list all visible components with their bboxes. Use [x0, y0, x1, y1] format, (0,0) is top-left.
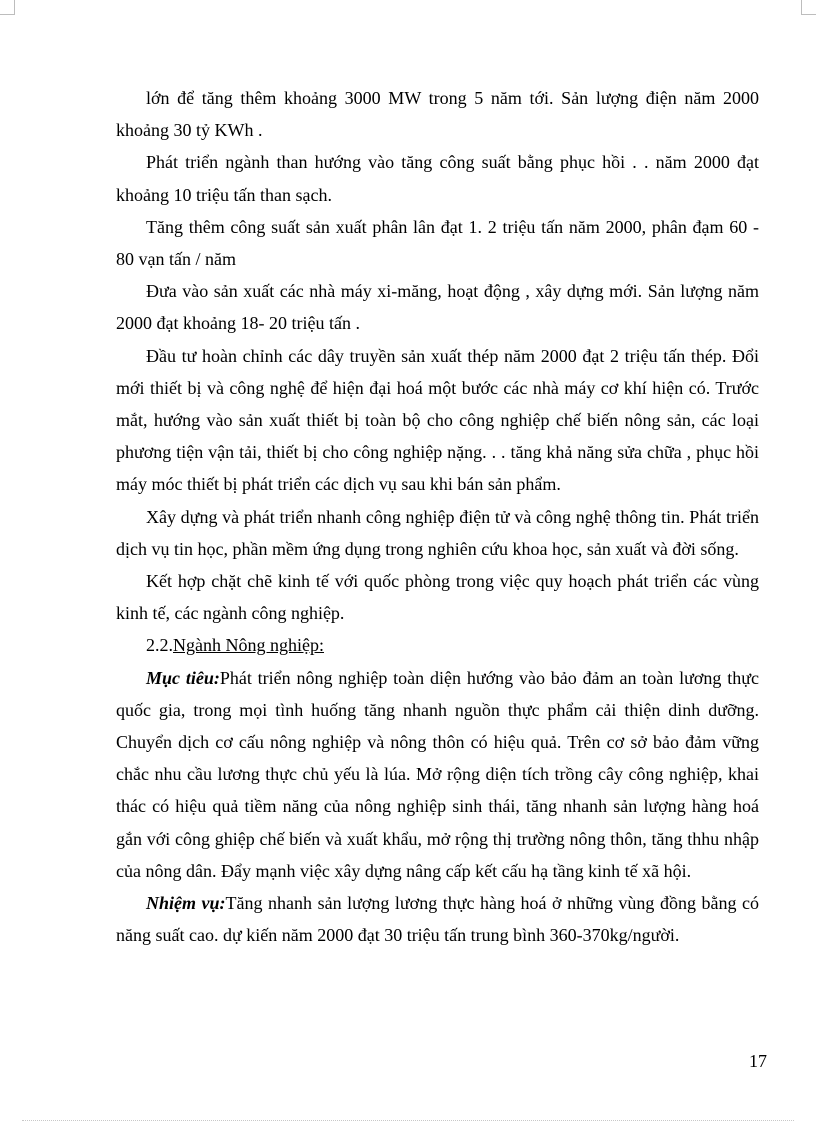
section-number: 2.2.: [146, 635, 173, 656]
paragraph-tasks: [116, 887, 759, 951]
paragraph-economy-defense: Kết hợp chặt chẽ kinh tế với quốc phòng trong việc quy hoạch phát triển các vùng kinh tế, các ngành công nghiệp.: [116, 571, 759, 624]
paragraph-electronics-it: Xây dựng và phát triển nhanh công nghiệp điện tử và công nghệ thông tin. Phát triển dịch vụ tin học, phần mềm ứng dụng trong nghiên cứu khoa học, sản xuất và đời sống.: [116, 506, 759, 559]
footer-divider: [22, 1120, 794, 1121]
paragraph-fertilizer: Tăng thêm công suất sản xuất phân lân đạt 1. 2 triệu tấn năm 2000, phân đạm 60 - 80 vạn tấn / năm: [116, 216, 759, 270]
paragraph-cement: Đưa vào sản xuất các nhà máy xi-măng, hoạt động , xây dựng mới. Sản lượng năm 2000 đạt khoảng 18- 20 triệu tấn .: [116, 281, 759, 334]
tasks-label: Nhiệm vụ:: [146, 893, 226, 914]
section-title: Ngành Nông nghiệp:: [173, 635, 324, 656]
paragraph-steel-machinery: Đầu tư hoàn chỉnh các dây truyền sản xuất thép năm 2000 đạt 2 triệu tấn thép. Đổi mới thiết bị và công nghệ để hiện đại hoá một bước các nhà máy cơ khí hiện có. Trước mắt, hướng vào sản xuất thiết bị toàn bộ cho công nghiệp chế biến nông sản, các loại phương tiện vận tải, thiết bị cho công nghiệp nặng. . . tăng khả năng sửa chữa , phục hồi máy móc thiết bị phát triển các dịch vụ sau khi bán sản phẩm.: [116, 345, 759, 495]
document-body: [116, 82, 759, 951]
page-number: 17: [749, 1051, 767, 1071]
crop-mark-top-right: [801, 0, 816, 15]
goals-text: Phát triển nông nghiệp toàn diện hướng vào bảo đảm an toàn lương thực quốc gia, trong mọi tình huống tăng nhanh nguồn thực phẩm cải thiện dinh dưỡng. Chuyển dịch cơ cấu nông nghiệp và nông thôn có hiệu quả. Trên cơ sở bảo đảm vững chắc nhu cầu lương thực chủ yếu là lúa. Mở rộng diện tích trồng cây công nghiệp, khai thác có hiệu quả tiềm năng của nông nghiệp sinh thái, tăng nhanh sản lượng hàng hoá gắn với công ghiệp chế biến và xuất khẩu, mở rộng thị trường nông thôn, tăng thhu nhập của nông dân. Đẩy mạnh việc xây dựng nâng cấp kết cấu hạ tầng kinh tế xã hội.: [116, 667, 759, 881]
paragraph-power-output: lớn để tăng thêm khoảng 3000 MW trong 5 năm tới. Sản lượng điện năm 2000 khoảng 30 tỷ KWh .: [116, 88, 759, 141]
crop-mark-top-left: [0, 0, 15, 15]
goals-label: Mục tiêu:: [146, 667, 220, 688]
paragraph-coal-industry: Phát triển ngành than hướng vào tăng công suất bằng phục hồi . . năm 2000 đạt khoảng 10 triệu tấn than sạch.: [116, 152, 759, 205]
tasks-text: Tăng nhanh sản lượng lương thực hàng hoá ở những vùng đồng bằng có năng suất cao. dự kiến năm 2000 đạt 30 triệu tấn trung bình 360-370kg/người.: [116, 893, 759, 946]
section-heading-agriculture: [116, 629, 759, 661]
paragraph-goals: [116, 662, 759, 887]
